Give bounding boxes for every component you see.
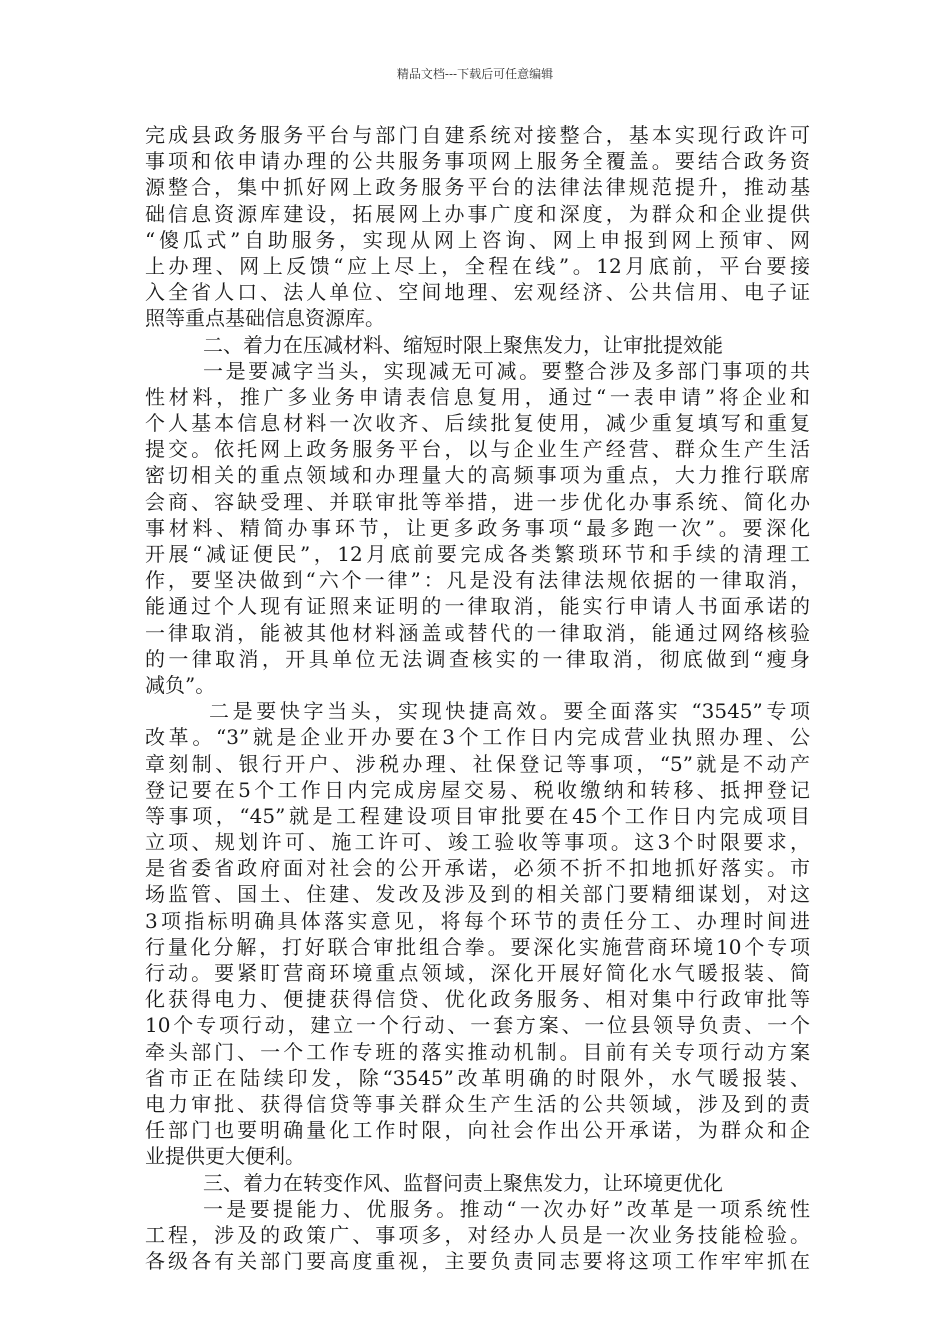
section-heading: 二、着力在压减材料、缩短时限上聚焦发力，让审批提效能 bbox=[203, 332, 723, 357]
text-line: 础信息资源库建设，拓展网上办事广度和深度，为群众和企业提供 bbox=[145, 201, 810, 226]
text-line: 个人基本信息材料一次收齐、后续批复使用，减少重复填写和重复 bbox=[145, 411, 810, 436]
text-line: 上办理、网上反馈“应上尽上，全程在线”。12月底前，平台要接 bbox=[145, 253, 810, 278]
text-line: 各级各有关部门要高度重视，主要负责同志要将这项工作牢牢抓在 bbox=[145, 1249, 810, 1274]
page-header: 精品文档---下载后可任意编辑 bbox=[396, 67, 554, 81]
text-line: 完成县政务服务平台与部门自建系统对接整合，基本实现行政许可 bbox=[145, 123, 810, 147]
text-line: 一是要提能力、优服务。推动“一次办好”改革是一项系统性 bbox=[203, 1196, 810, 1221]
text-line: 牵头部门、一个工作专班的落实推动机制。目前有关专项行动方案 bbox=[145, 1039, 810, 1064]
text-line: 照等重点基础信息资源库。 bbox=[145, 306, 385, 331]
text-line: 行量化分解，打好联合审批组合拳。要深化实施营商环境10个专项 bbox=[145, 934, 810, 959]
text-line: 二是要快字当头，实现快捷高效。要全面落实 “3545”专项 bbox=[209, 699, 810, 724]
text-line: 工程，涉及的政策广、事项多，对经办人员是一次业务技能检验。 bbox=[145, 1222, 810, 1247]
text-line: 密切相关的重点领域和办理量大的高频事项为重点，大力推行联席 bbox=[145, 463, 810, 488]
text-line: 性材料，推广多业务申请表信息复用，通过“一表申请”将企业和 bbox=[145, 384, 810, 409]
text-line: 省市正在陆续印发，除“3545”改革明确的时限外，水气暖报装、 bbox=[145, 1065, 810, 1090]
text-line: 作，要坚决做到“六个一律”：凡是没有法律法规依据的一律取消， bbox=[145, 568, 810, 593]
text-line: 立项、规划许可、施工许可、竣工验收等事项。这3个时限要求， bbox=[145, 830, 810, 855]
text-line: 入全省人口、法人单位、空间地理、宏观经济、公共信用、电子证 bbox=[145, 280, 810, 305]
text-line: 任部门也要明确量化工作时限，向社会作出公开承诺，为群众和企 bbox=[145, 1118, 810, 1143]
text-line: 是省委省政府面对社会的公开承诺，必须不折不扣地抓好落实。市 bbox=[145, 856, 810, 881]
text-line: 化获得电力、便捷获得信贷、优化政务服务、相对集中行政审批等 bbox=[145, 987, 810, 1012]
text-line: 的一律取消，开具单位无法调查核实的一律取消，彻底做到“瘦身 bbox=[145, 646, 810, 671]
document-body bbox=[145, 122, 810, 1274]
text-line: 行动。要紧盯营商环境重点领域，深化开展好简化水气暖报装、简 bbox=[145, 961, 810, 985]
text-line: 提交。依托网上政务服务平台，以与企业生产经营、群众生产生活 bbox=[145, 437, 810, 462]
text-line: 能通过个人现有证照来证明的一律取消，能实行申请人书面承诺的 bbox=[145, 594, 810, 619]
text-line: 章刻制、银行开户、涉税办理、社保登记等事项，“5”就是不动产 bbox=[145, 751, 810, 776]
text-line: 开展“减证便民”，12月底前要完成各类繁琐环节和手续的清理工 bbox=[145, 542, 810, 566]
text-line: 等事项，“45”就是工程建设项目审批要在45个工作日内完成项目 bbox=[145, 803, 810, 828]
text-line: 减负”。 bbox=[145, 672, 216, 697]
text-line: 电力审批、获得信贷等事关群众生产生活的公共领域，涉及到的责 bbox=[145, 1091, 810, 1116]
text-line: 一律取消，能被其他材料涵盖或替代的一律取消，能通过网络核验 bbox=[145, 620, 810, 645]
text-line: 场监管、国土、住建、发改及涉及到的相关部门要精细谋划，对这 bbox=[145, 882, 810, 907]
text-line: 10个专项行动，建立一个行动、一套方案、一位县领导负责、一个 bbox=[145, 1013, 810, 1038]
text-line: 登记要在5个工作日内完成房屋交易、税收缴纳和转移、抵押登记 bbox=[145, 777, 810, 802]
text-line: 改革。“3”就是企业开办要在3个工作日内完成营业执照办理、公 bbox=[145, 725, 810, 750]
text-line: 3项指标明确具体落实意见，将每个环节的责任分工、办理时间进 bbox=[145, 908, 810, 933]
text-line: 事材料、精简办事环节，让更多政务事项“最多跑一次”。要深化 bbox=[145, 515, 810, 540]
text-line: 一是要减字当头，实现减无可减。要整合涉及多部门事项的共 bbox=[203, 358, 810, 383]
text-line: “傻瓜式”自助服务，实现从网上咨询、网上申报到网上预审、网 bbox=[145, 227, 810, 252]
section-heading: 三、着力在转变作风、监督问责上聚焦发力，让环境更优化 bbox=[203, 1170, 723, 1195]
text-line: 会商、容缺受理、并联审批等举措，进一步优化办事系统、简化办 bbox=[145, 489, 810, 514]
text-line: 源整合，集中抓好网上政务服务平台的法律法律规范提升，推动基 bbox=[145, 175, 810, 200]
text-line: 事项和依申请办理的公共服务事项网上服务全覆盖。要结合政务资 bbox=[145, 149, 810, 174]
text-line: 业提供更大便利。 bbox=[145, 1144, 305, 1169]
